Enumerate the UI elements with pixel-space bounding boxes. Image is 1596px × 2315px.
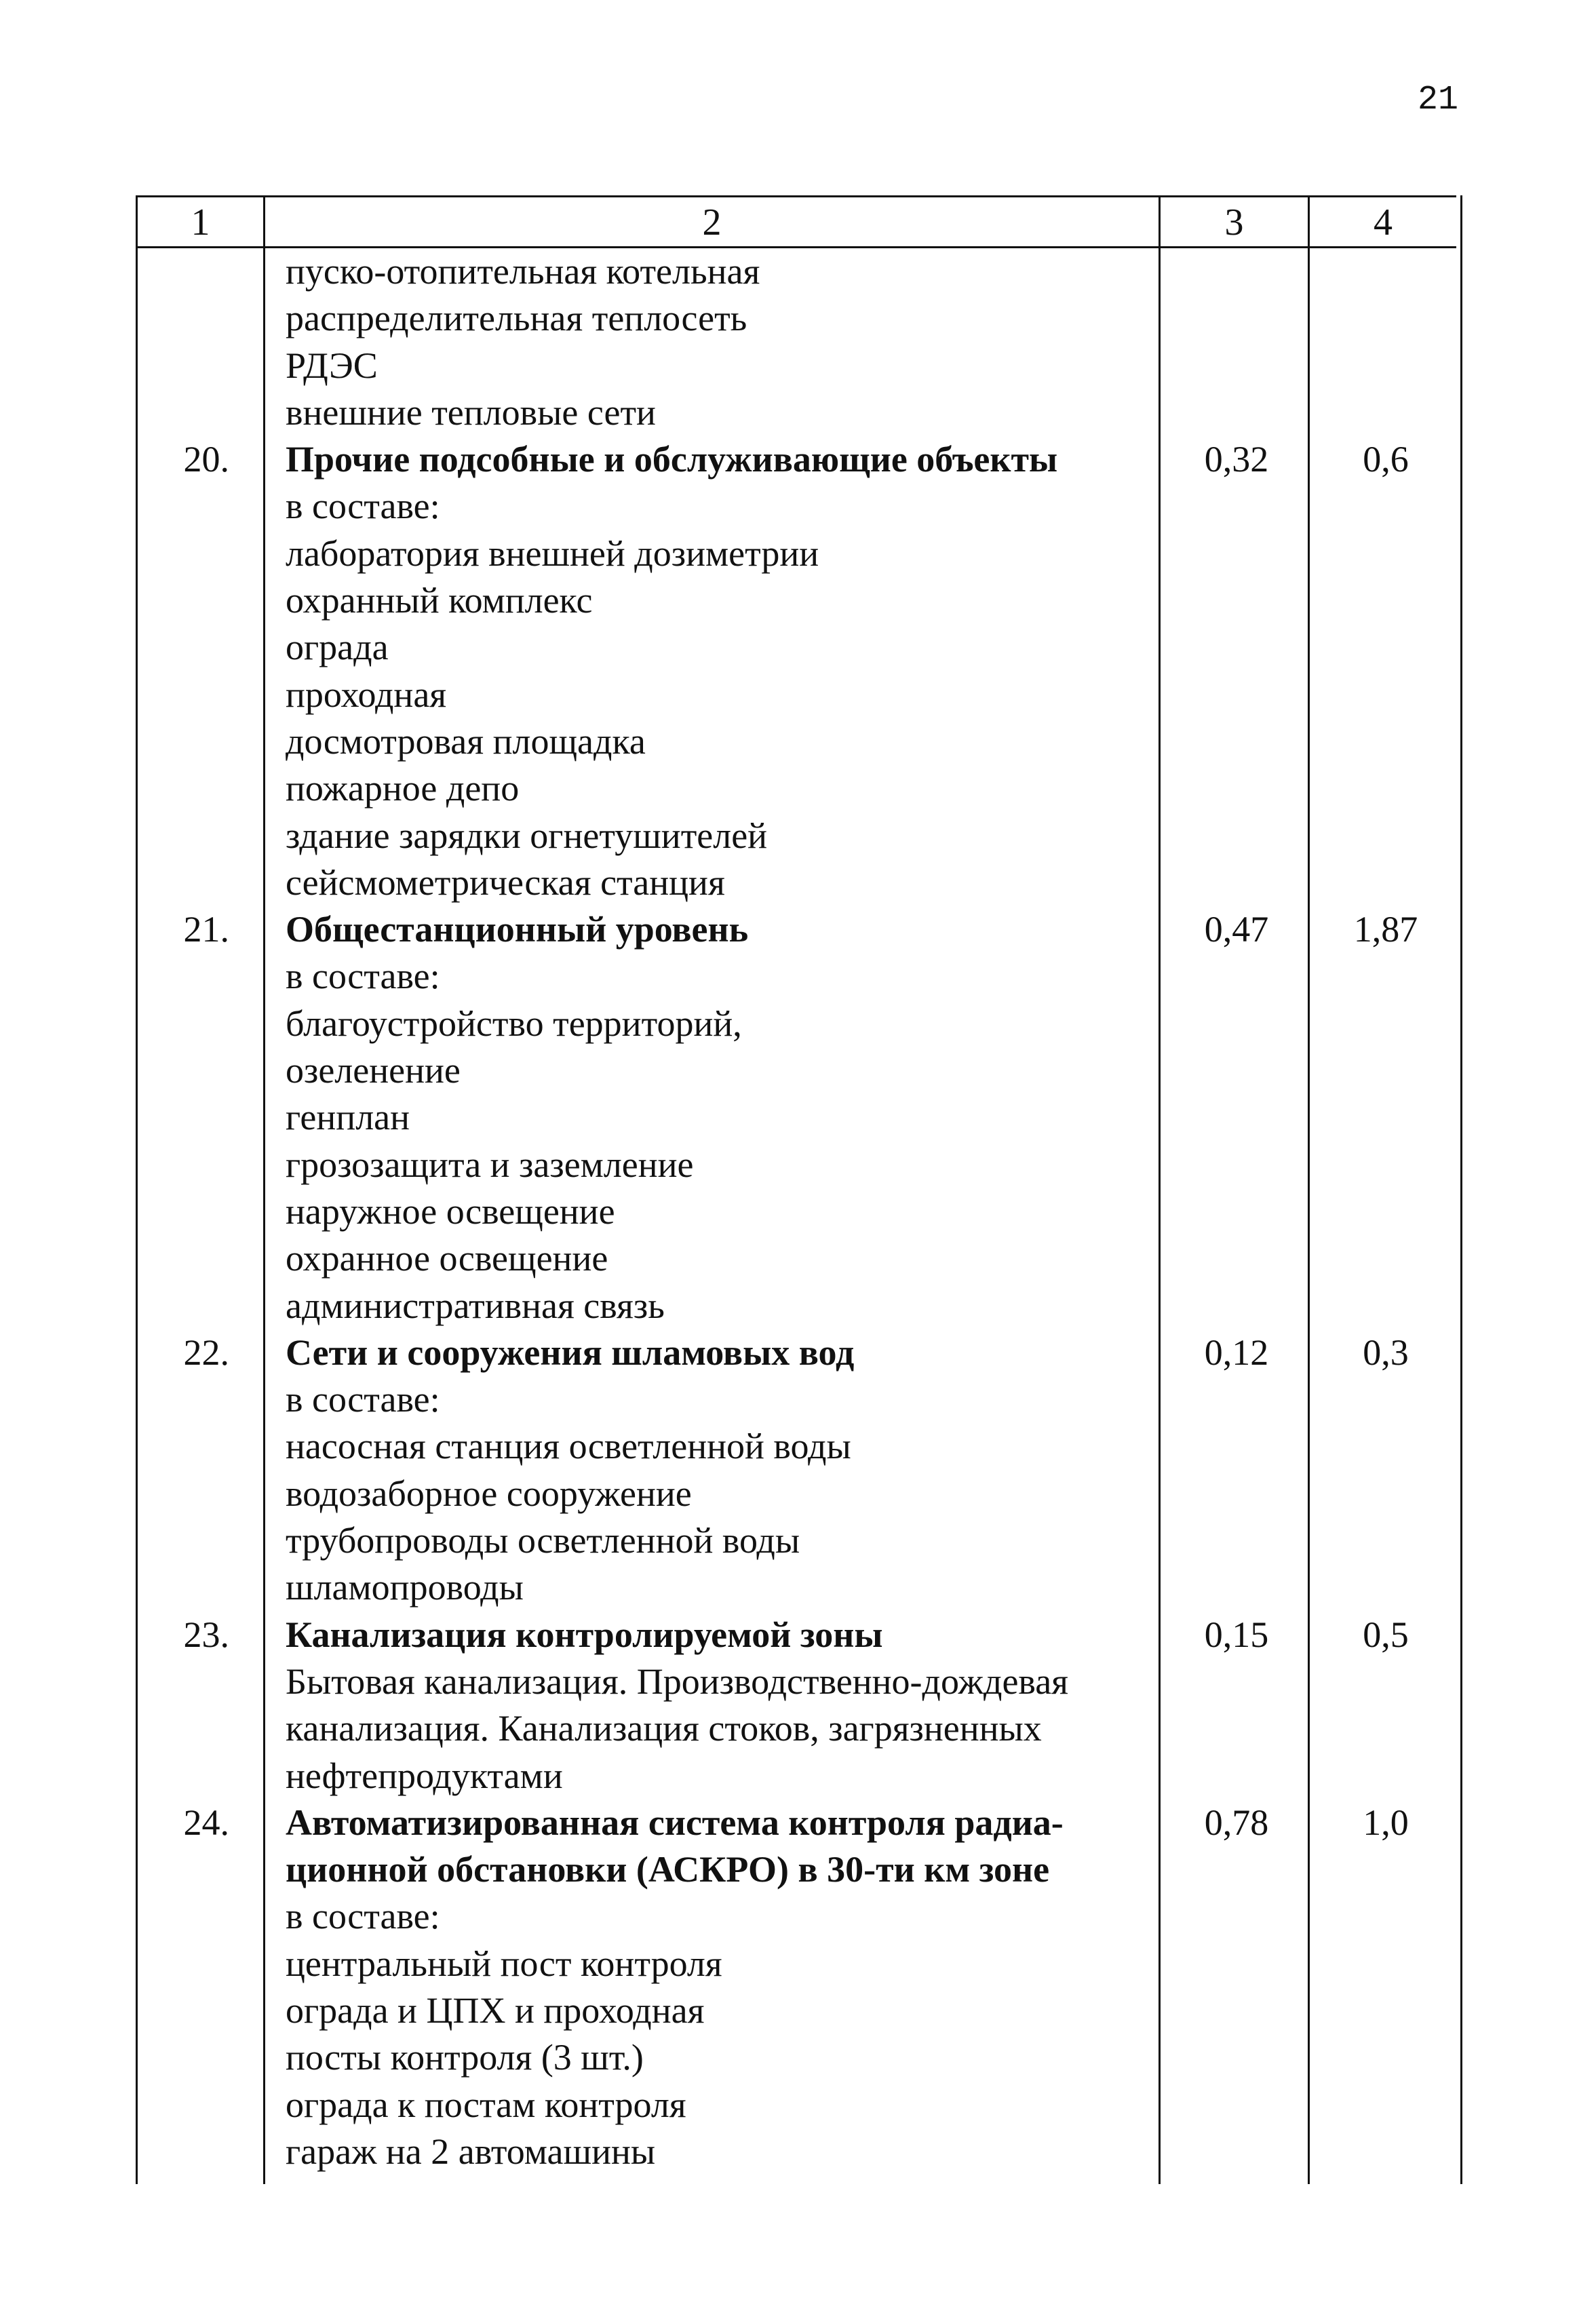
table-row [138, 1376, 1456, 1423]
row-description: в составе: [286, 956, 440, 997]
table-row [138, 1283, 1456, 1329]
table-row [138, 2128, 1456, 2175]
row-description: озеленение [286, 1050, 461, 1091]
header-cell-2: 2 [702, 201, 722, 244]
row-description: сейсмометрическая станция [286, 861, 725, 903]
row-description: охранный комплекс [286, 580, 593, 621]
row-description: распределительная теплосеть [286, 298, 747, 339]
row-description: пуско-отопительная котельная [286, 251, 760, 292]
table-body [138, 248, 1456, 2175]
row-description: Общестанционный уровень [286, 909, 749, 950]
table-row [138, 1329, 1456, 1376]
row-description: в составе: [286, 1896, 440, 1937]
row-description: административная связь [286, 1285, 665, 1326]
row-description: ограда [286, 627, 389, 668]
row-description: канализация. Канализация стоков, загрязненных [286, 1708, 1042, 1749]
table-row [138, 1235, 1456, 1282]
row-description: гараж на 2 автомашины [286, 2131, 656, 2172]
table-row [138, 1987, 1456, 2034]
table-row [138, 1705, 1456, 1752]
row-description: ционной обстановки (АСКРО) в 30-ти км зоне [286, 1849, 1050, 1890]
table-row [138, 1753, 1456, 1800]
table-row [138, 436, 1456, 483]
header-cell-3: 3 [1224, 201, 1244, 244]
row-value-col4: 0,3 [1363, 1331, 1409, 1373]
table-row [138, 813, 1456, 859]
row-description: насосная станция осветленной воды [286, 1426, 851, 1467]
table-row [138, 1423, 1456, 1470]
row-description: РДЭС [286, 345, 378, 386]
row-value-col4: 1,87 [1353, 909, 1418, 950]
table-row [138, 1047, 1456, 1094]
table-row [138, 1094, 1456, 1141]
header-cell-1: 1 [191, 201, 210, 244]
row-value-col4: 0,6 [1363, 439, 1409, 480]
table-row [138, 765, 1456, 812]
row-description: ограда и ЦПХ и проходная [286, 1989, 705, 2031]
row-number: 23. [183, 1614, 229, 1655]
table-row [138, 483, 1456, 530]
header-cell-4: 4 [1374, 201, 1393, 244]
row-description: центральный пост контроля [286, 1943, 722, 1984]
row-description: пожарное депо [286, 768, 520, 809]
table-row [138, 1658, 1456, 1705]
row-description: грозозащита и заземление [286, 1144, 694, 1185]
row-description: внешние тепловые сети [286, 391, 656, 433]
table-row [138, 1000, 1456, 1047]
row-description: Бытовая канализация. Производственно-дождевая [286, 1660, 1069, 1702]
table-row [138, 2034, 1456, 2081]
row-description: Автоматизированная система контроля радиа- [286, 1802, 1064, 1843]
table-row [138, 624, 1456, 671]
table-row [138, 343, 1456, 389]
row-description: в составе: [286, 1379, 440, 1420]
row-description: досмотровая площадка [286, 720, 646, 762]
row-description: Сети и сооружения шламовых вод [286, 1331, 855, 1373]
table-row [138, 577, 1456, 624]
row-value-col3: 0,32 [1204, 439, 1269, 480]
table-header-row [138, 195, 1456, 248]
table-row [138, 1471, 1456, 1517]
table-row [138, 859, 1456, 906]
row-description: Канализация контролируемой зоны [286, 1614, 883, 1655]
row-value-col3: 0,47 [1204, 909, 1269, 950]
row-description: проходная [286, 674, 447, 715]
row-description: Прочие подсобные и обслуживающие объекты [286, 439, 1058, 480]
table-row [138, 2082, 1456, 2128]
table-row [138, 1893, 1456, 1940]
page-number: 21 [1417, 81, 1458, 119]
table-row [138, 1800, 1456, 1846]
table-row [138, 1846, 1456, 1893]
row-number: 21. [183, 909, 229, 950]
row-description: водозаборное сооружение [286, 1473, 692, 1514]
table-row [138, 248, 1456, 295]
table-row [138, 672, 1456, 718]
table-row [138, 1941, 1456, 1987]
row-description: лаборатория внешней дозиметрии [286, 532, 819, 574]
table-row [138, 530, 1456, 577]
row-description: трубопроводы осветленной воды [286, 1520, 800, 1561]
table-row [138, 906, 1456, 953]
row-number: 24. [183, 1802, 229, 1843]
row-description: посты контроля (3 шт.) [286, 2037, 644, 2078]
row-value-col4: 0,5 [1363, 1614, 1409, 1655]
table-row [138, 295, 1456, 342]
table-row [138, 1564, 1456, 1611]
row-value-col4: 1,0 [1363, 1802, 1409, 1843]
table-row [138, 718, 1456, 765]
row-description: генплан [286, 1097, 410, 1138]
row-description: благоустройство территорий, [286, 1003, 742, 1044]
table-row [138, 1142, 1456, 1188]
table-row [138, 1517, 1456, 1564]
row-description: охранное освещение [286, 1238, 608, 1279]
table-row [138, 1188, 1456, 1235]
row-description: наружное освещение [286, 1190, 615, 1232]
row-description: шламопроводы [286, 1567, 524, 1608]
row-description: ограда к постам контроля [286, 2084, 686, 2125]
row-value-col3: 0,15 [1204, 1614, 1269, 1655]
table-row [138, 389, 1456, 436]
row-description: здание зарядки огнетушителей [286, 815, 768, 856]
table-row [138, 953, 1456, 1000]
row-number: 20. [183, 439, 229, 480]
document-table [136, 195, 1462, 2184]
table-row [138, 1612, 1456, 1658]
row-description: нефтепродуктами [286, 1755, 563, 1796]
row-value-col3: 0,12 [1204, 1331, 1269, 1373]
row-number: 22. [183, 1331, 229, 1373]
row-description: в составе: [286, 486, 440, 527]
row-value-col3: 0,78 [1204, 1802, 1269, 1843]
